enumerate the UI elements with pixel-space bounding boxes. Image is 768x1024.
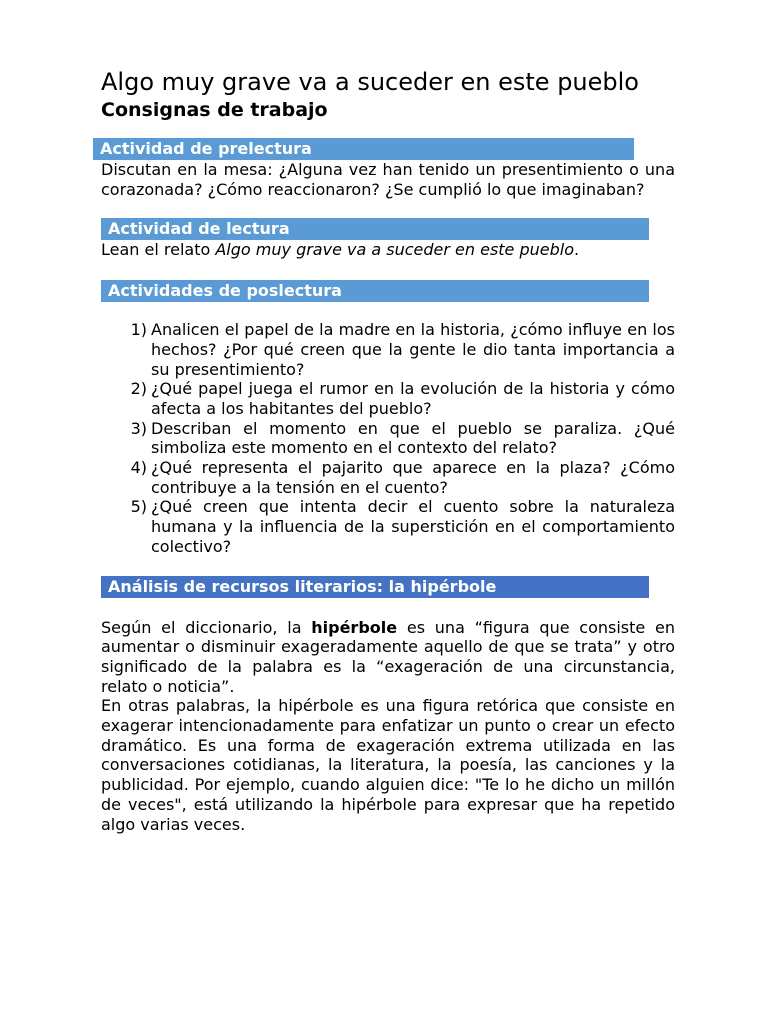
document-page	[101, 68, 675, 834]
poslectura-heading	[101, 280, 649, 302]
list-item-number: 5)	[130, 497, 147, 517]
list-item-number: 4)	[130, 458, 147, 478]
hiperbole-p1-after: es una “figura que consiste en aumentar o disminuir exageradamente aquello de que se trata” y otro significado de la palabra es la “exageración de una circunstancia, relato o noticia”.	[101, 617, 675, 696]
list-item	[101, 458, 675, 497]
document-title: Algo muy grave va a suceder en este pueblo	[101, 68, 639, 96]
document-subtitle: Consignas de trabajo	[101, 99, 328, 121]
hiperbole-heading-label: Análisis de recursos literarios: la hipérbole	[108, 576, 497, 596]
list-item	[101, 379, 675, 418]
hiperbole-p1-term: hipérbole	[311, 617, 398, 637]
list-item-text: Analicen el papel de la madre en la historia, ¿cómo influye en los hechos? ¿Por qué creen que la gente le dio tanta importancia a su presentimiento?	[151, 320, 675, 379]
hiperbole-paragraph-2: En otras palabras, la hipérbole es una figura retórica que consiste en exagerar intencionadamente para enfatizar un punto o crear un efecto dramático. Es una forma de exageración extrema utilizada en las conversaciones cotidianas, la literatura, la poesía, las canciones y la publicidad. Por ejemplo, cuando alguien dice: "Te lo he dicho un millón de veces", está utilizando la hipérbole para expresar que ha repetido algo varias veces.	[101, 696, 675, 834]
prelectura-text: Discutan en la mesa: ¿Alguna vez han tenido un presentimiento o una corazonada? ¿Cómo reaccionaron? ¿Se cumplió lo que imaginaban?	[101, 160, 675, 199]
lectura-text-after: .	[574, 240, 580, 260]
list-item-number: 2)	[130, 379, 147, 399]
list-item-text: ¿Qué papel juega el rumor en la evolución de la historia y cómo afecta a los habitantes del pueblo?	[151, 379, 675, 418]
prelectura-heading	[93, 138, 634, 160]
lectura-heading-label: Actividad de lectura	[108, 219, 290, 239]
hiperbole-heading	[101, 576, 649, 598]
poslectura-list	[101, 320, 675, 556]
poslectura-heading-label: Actividades de poslectura	[108, 281, 342, 301]
list-item	[101, 497, 675, 556]
list-item-text: Describan el momento en que el pueblo se paraliza. ¿Qué simboliza este momento en el contexto del relato?	[151, 418, 675, 458]
hiperbole-paragraph-1	[101, 618, 675, 697]
hiperbole-p1-before: Según el diccionario, la	[101, 617, 312, 637]
list-item-text: ¿Qué representa el pajarito que aparece en la plaza? ¿Cómo contribuye a la tensión en el cuento?	[151, 458, 675, 497]
lectura-text-title: Algo muy grave va a suceder en este pueblo	[215, 240, 575, 260]
list-item-text: ¿Qué creen que intenta decir el cuento sobre la naturaleza humana y la influencia de la superstición en el comportamiento colectivo?	[151, 497, 675, 556]
lectura-text	[101, 240, 675, 260]
list-item-number: 3)	[130, 418, 147, 438]
lectura-text-before: Lean el relato	[101, 240, 216, 260]
list-item-number: 1)	[130, 320, 147, 340]
prelectura-heading-label: Actividad de prelectura	[100, 139, 312, 158]
list-item	[101, 320, 675, 379]
lectura-heading	[101, 218, 649, 240]
list-item	[101, 419, 675, 458]
